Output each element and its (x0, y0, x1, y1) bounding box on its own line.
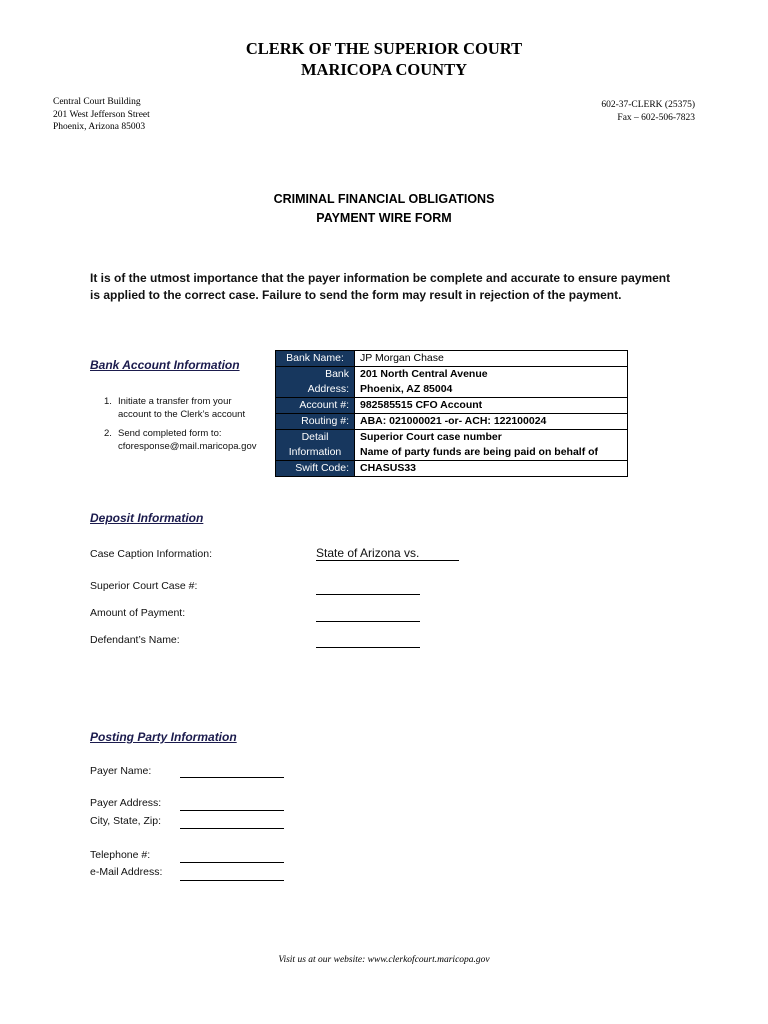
payer-address-field[interactable] (180, 809, 284, 811)
court-title: CLERK OF THE SUPERIOR COURT (245, 39, 523, 58)
detail-value (355, 430, 628, 461)
value-line: 201 North Central Avenue (360, 368, 488, 380)
instruction-step (104, 396, 256, 421)
bank-address-value (355, 367, 628, 398)
phone-number: 602-37-CLERK (25375) (601, 100, 695, 110)
step-number: 1. (104, 396, 112, 407)
website-footer[interactable]: Visit us at our website: www.clerkofcourt.maricopa.gov (278, 955, 490, 965)
email-label: e-Mail Address: (90, 866, 163, 878)
instruction-step (104, 428, 256, 453)
address-line: Central Court Building (53, 97, 141, 107)
table-row (276, 414, 628, 430)
posting-section-heading: Posting Party Information (90, 730, 237, 744)
routing-value: ABA: 021000021 -or- ACH: 122100024 (355, 414, 628, 430)
court-address (53, 96, 150, 134)
bank-info-table (275, 350, 628, 477)
swift-value: CHASUS33 (355, 461, 628, 477)
fax-number: Fax – 602-506-7823 (617, 112, 695, 123)
county-title: MARICOPA COUNTY (300, 60, 468, 79)
caption-label: Case Caption Information: (90, 548, 212, 560)
account-label: Account #: (276, 398, 355, 414)
step-text: Send completed form to: (118, 428, 222, 439)
address-line: Phoenix, Arizona 85003 (53, 122, 146, 132)
amount-field[interactable] (316, 620, 420, 622)
telephone-label: Telephone #: (90, 849, 151, 861)
city-state-zip-field[interactable] (180, 827, 284, 829)
table-row (276, 398, 628, 414)
table-row (276, 430, 628, 461)
city-state-zip-label: City, State, Zip: (90, 815, 161, 827)
intro-line: It is of the utmost importance that the payer information be complete and accurate to ensure payment (90, 271, 671, 285)
caption-underline (316, 560, 459, 561)
value-line: Superior Court case number (360, 431, 502, 443)
case-number-label: Superior Court Case #: (90, 580, 198, 592)
instruction-steps (104, 396, 256, 460)
table-row (276, 461, 628, 477)
defendant-field[interactable] (316, 646, 420, 648)
court-contact (601, 99, 695, 124)
amount-label: Amount of Payment: (90, 607, 186, 619)
intro-text (90, 270, 690, 304)
intro-line: is applied to the correct case. Failure to send the form may result in rejection of the payment. (90, 288, 622, 302)
value-line: Phoenix, AZ 85004 (360, 383, 453, 395)
label-line: Detail (301, 431, 329, 443)
label-line: Bank (325, 368, 349, 380)
routing-label: Routing #: (276, 414, 355, 430)
payer-name-label: Payer Name: (90, 765, 152, 777)
step-text: account to the Clerk’s account (118, 408, 246, 420)
label-line: Information (288, 446, 342, 458)
case-number-field[interactable] (316, 593, 420, 595)
address-line: 201 West Jefferson Street (53, 109, 150, 120)
payer-name-field[interactable] (180, 776, 284, 778)
form-title-line2: PAYMENT WIRE FORM (316, 211, 452, 225)
value-line: Name of party funds are being paid on behalf of (360, 446, 599, 458)
bank-name-value: JP Morgan Chase (355, 351, 628, 367)
email-field[interactable] (180, 879, 284, 881)
caption-value: State of Arizona vs. (316, 546, 420, 560)
payer-address-label: Payer Address: (90, 797, 162, 809)
bank-name-label: Bank Name: (276, 351, 355, 367)
email-link[interactable]: cforesponse@mail.maricopa.gov (118, 440, 257, 452)
telephone-field[interactable] (180, 861, 284, 863)
table-row (276, 351, 628, 367)
deposit-section-heading: Deposit Information (90, 511, 204, 525)
defendant-label: Defendant’s Name: (90, 634, 180, 646)
label-line: Address: (307, 383, 349, 395)
bank-section-heading: Bank Account Information (90, 358, 240, 372)
swift-label: Swift Code: (276, 461, 355, 477)
bank-address-label (276, 367, 355, 398)
account-value: 982585515 CFO Account (355, 398, 628, 414)
table-row (276, 367, 628, 398)
form-title-line1: CRIMINAL FINANCIAL OBLIGATIONS (273, 192, 495, 206)
step-text: Initiate a transfer from your (118, 396, 232, 407)
step-number: 2. (104, 428, 112, 439)
caption-field[interactable] (316, 546, 459, 560)
detail-label (276, 430, 355, 461)
